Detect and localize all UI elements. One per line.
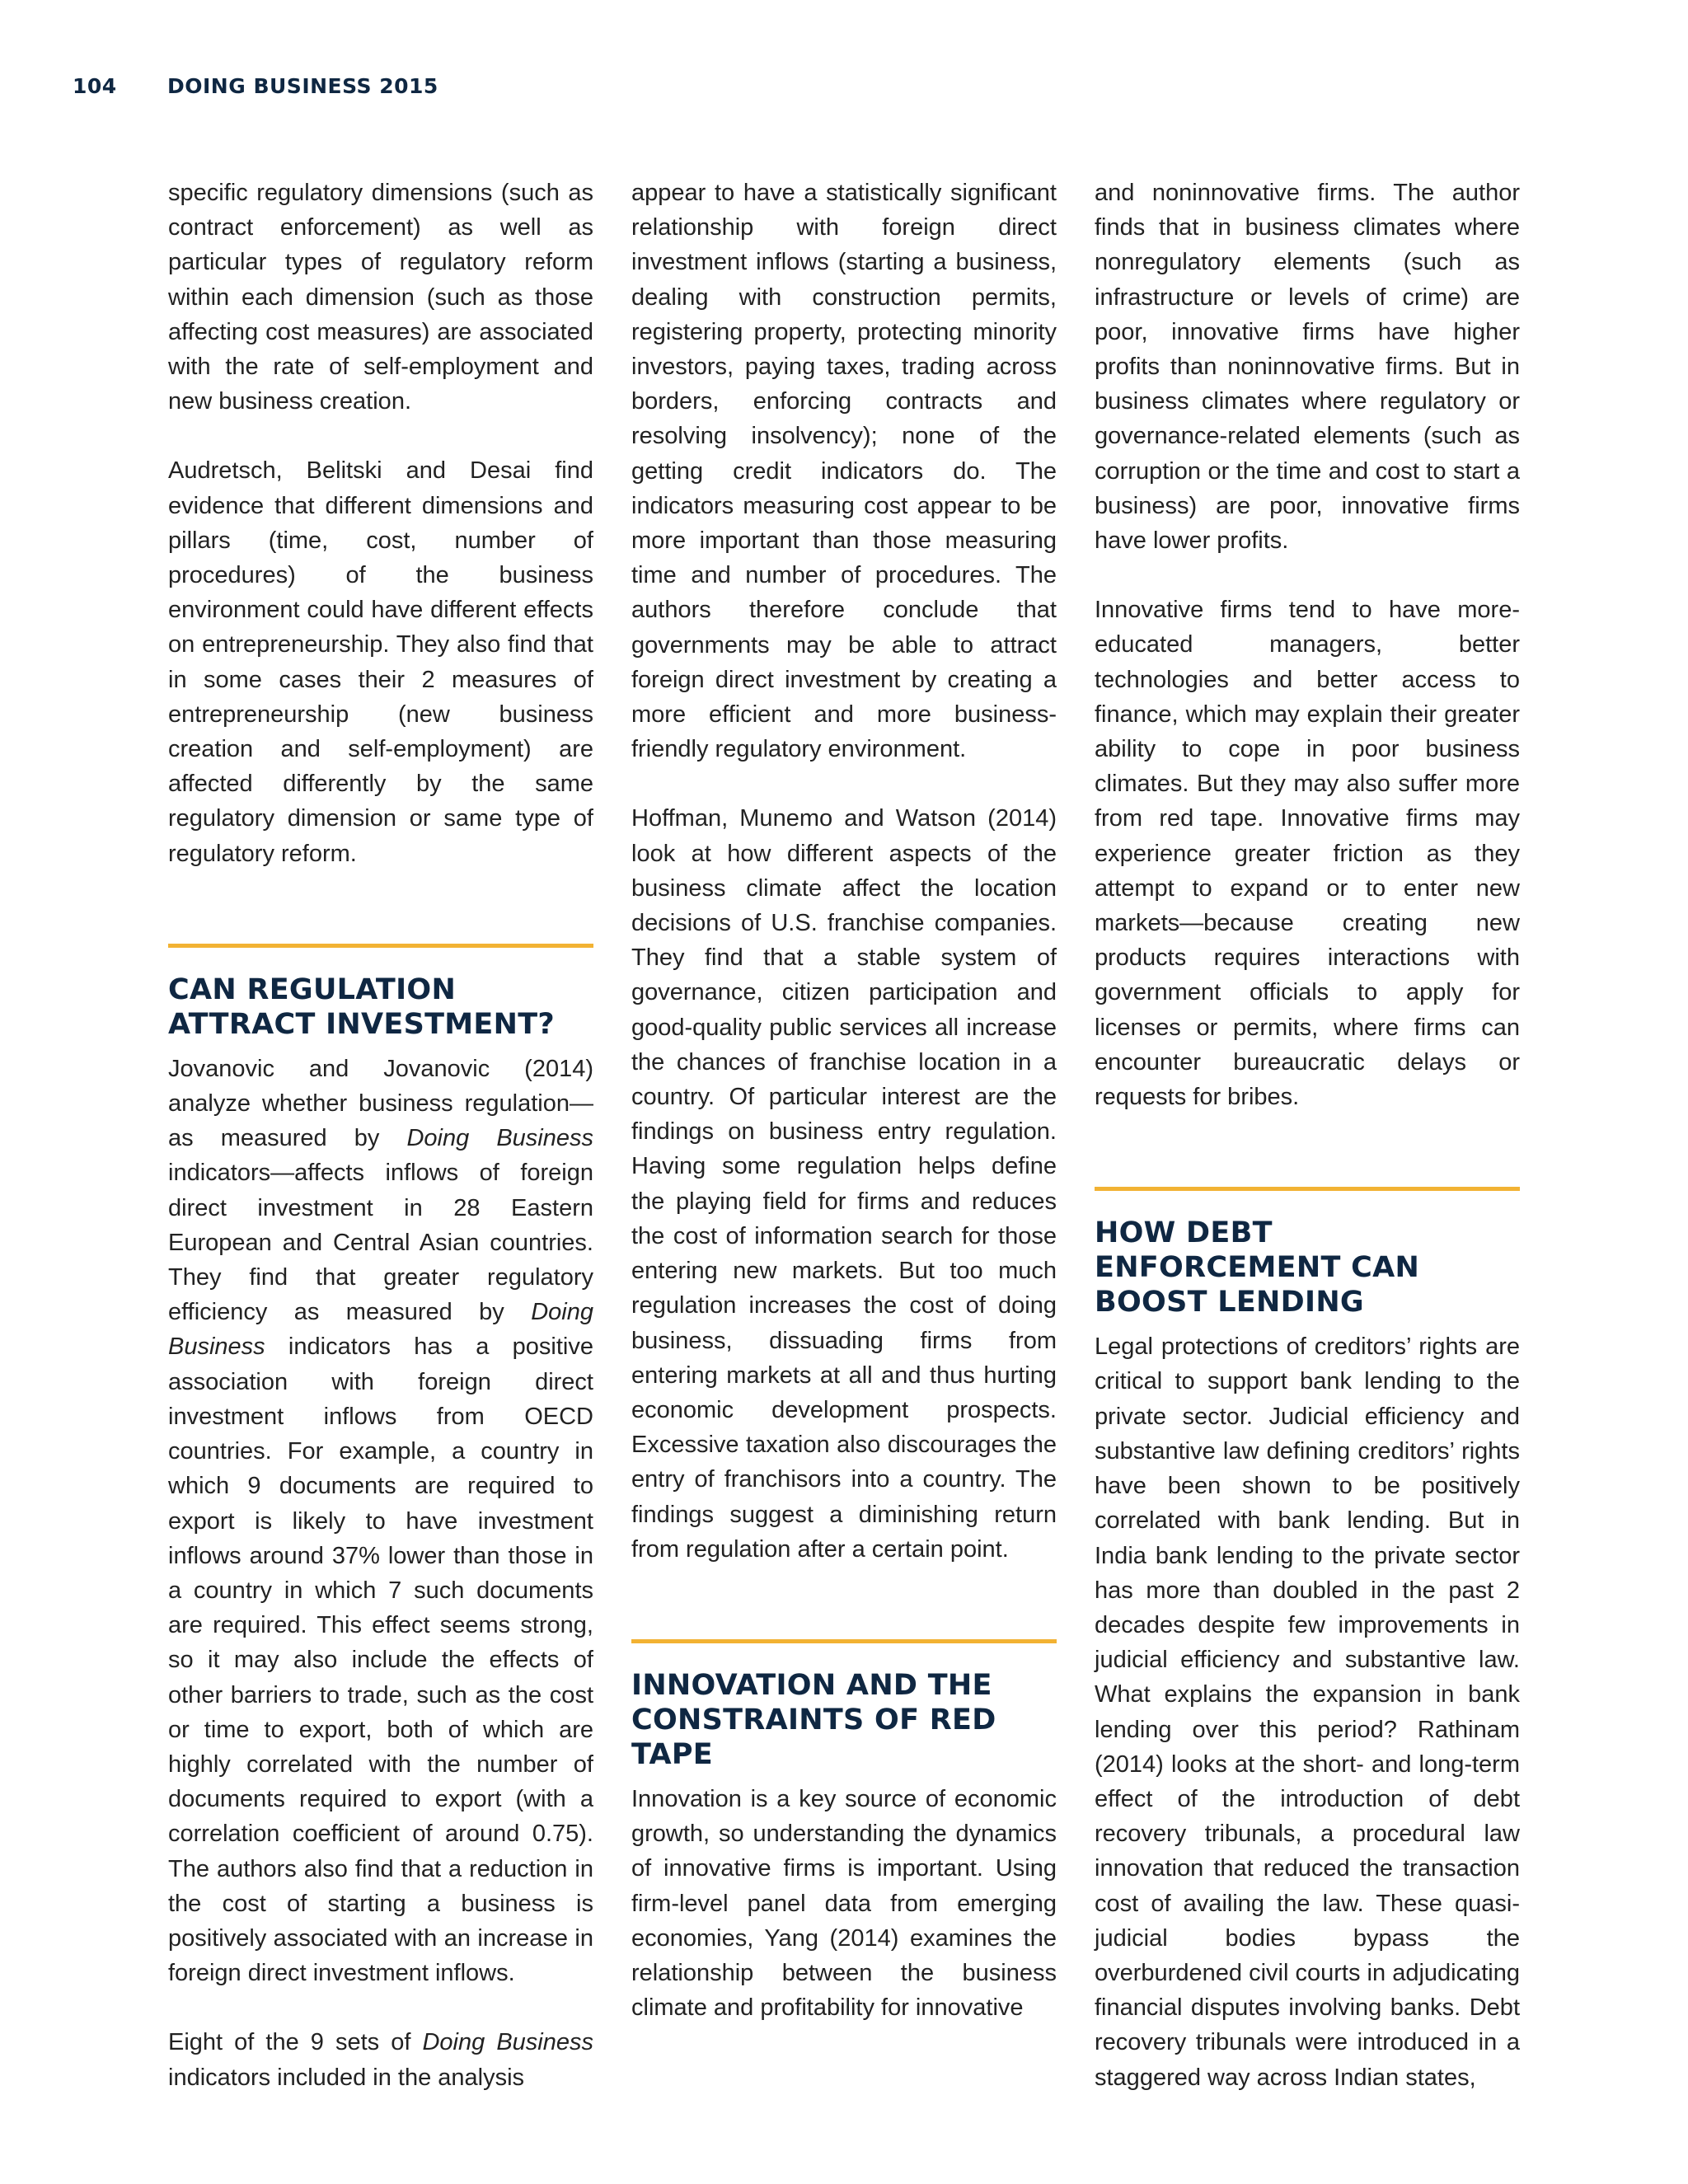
column-1: [168, 176, 593, 2095]
paragraph: Legal protections of creditors’ rights are critical to support bank lending to the private sector. Judicial efficiency and substantive law defining creditors’ rights have been shown to be positively correlated with bank lending. But in India bank lending to the private sector has more than doubled in the past 2 decades despite few improvements in judicial efficiency and substantive law. What explains the expansion in bank lending over this period? Rathinam (2014) looks at the short- and long-term effect of the introduction of debt recovery tribunals, a procedural law innovation that reduced the transaction cost of availing the law. These quasi-judicial bodies bypass the overburdened civil courts in adjudicating financial disputes involving banks. Debt recovery tribunals were introduced in a staggered way across Indian states,: [1095, 1333, 1520, 2091]
section-divider: [1095, 1187, 1520, 1191]
section-divider: [631, 1639, 1057, 1643]
paragraph: Hoffman, Munemo and Watson (2014) look at how different aspects of the business climate affect the location decisions of U.S. franchise companies. They find that a stable system of governance, citizen participation and good-quality public services all increase the chances of franchise location in a country. Of particular interest are the findings on business entry regulation. Having some regulation helps define the playing field for firms and reduces the cost of information search for those entering new markets. But too much regulation increases the cost of doing business, dissuading firms from entering markets at all and thus hurting economic development prospects. Excessive taxation also discourages the entry of franchisors into a country. The findings suggest a diminishing return from regulation after a certain point.: [631, 805, 1057, 1563]
paragraph: Innovation is a key source of economic growth, so understanding the dynamics of innovative firms is important. Using firm-level panel data from emerging economies, Yang (2014) examines the relationship between the business climate and profitability for innovative: [631, 1785, 1057, 2022]
column-2: [631, 176, 1057, 2095]
publication-title: DOING BUSINESS 2015: [167, 74, 438, 98]
paragraph: Eight of the 9 sets of Doing Business indicators included in the analysis: [168, 2029, 593, 2091]
paragraph: Audretsch, Belitski and Desai find evidence that different dimensions and pillars (time, cost, number of procedures) of the business environment could have different effects on entrepreneurship. They also find that in some cases their 2 measures of entrepreneurship (new business creation and self-employment) are affected differently by the same regulatory dimension or same type of regulatory reform.: [168, 457, 593, 867]
section-debt-enforcement: [1095, 1187, 1520, 2094]
section-divider: [168, 944, 593, 948]
paragraph: and noninnovative firms. The author finds that in business climates where nonregulatory elements (such as infrastructure or levels of crime) are poor, innovative firms have higher profits than noninnovative firms. But in business climates where regulatory or governance-related elements (such as corruption or the time and cost to start a business) are poor, innovative firms have lower profits.: [1095, 180, 1520, 555]
paragraph: Innovative firms tend to have more-educated managers, better technologies and better access to finance, which may explain their greater ability to cope in poor business climates. But they may also suffer more from red tape. Innovative firms may experience greater friction as they attempt to expand or to enter new markets—because creating new products requires interactions with government officials to apply for licenses or permits, where firms can encounter bureaucratic delays or requests for bribes.: [1095, 597, 1520, 1111]
italic-title: Doing Business: [422, 2029, 593, 2056]
paragraph: appear to have a statistically significant relationship with foreign direct investment inflows (starting a business, dealing with construction permits, registering property, protecting minority investors, paying taxes, trading across borders, enforcing contracts and resolving insolvency); none of the getting credit indicators do. The indicators measuring cost appear to be more important than those measuring time and number of procedures. The authors therefore conclude that governments may be able to attract foreign direct investment by creating a more efficient and more business-friendly regulatory environment.: [631, 180, 1057, 763]
section-heading: HOW DEBT ENFORCEMENT CAN BOOST LENDING: [1095, 1216, 1420, 1319]
paragraph: specific regulatory dimensions (such as contract enforcement) as well as particular types of regulatory reform within each dimension (such as those affecting cost measures) are associated with the rate of self-employment and new business creation.: [168, 180, 593, 415]
running-head: [73, 74, 438, 98]
italic-title: Doing Business: [406, 1125, 593, 1152]
section-can-regulation-attract-investment: [168, 944, 593, 2095]
section-innovation-and-red-tape: [631, 1639, 1057, 2025]
section-heading: INNOVATION AND THE CONSTRAINTS OF RED TAPE: [631, 1668, 996, 1771]
paragraph: Jovanovic and Jovanovic (2014) analyze whether business regulation—as measured by Doing Business indicators—affects inflows of foreign direct investment in 28 Eastern European and Central Asian countries. They find that greater regulatory efficiency as measured by Doing Business indicators has a positive association with foreign direct investment inflows from OECD countries. For example, a country in which 9 documents are required to export is likely to have investment inflows around 37% lower than those in a country in which 7 such documents are required. This effect seems strong, so it may also include the effects of other barriers to trade, such as the cost or time to export, both of which are highly correlated with the number of documents required to export (with a correlation coefficient of around 0.75). The authors also find that a reduction in the cost of starting a business is positively associated with an increase in foreign direct investment inflows.: [168, 1055, 593, 1987]
page-number: 104: [73, 74, 117, 98]
article-body: [168, 176, 1520, 2095]
italic-title: Doing Business: [168, 1299, 593, 1361]
column-3: [1095, 176, 1520, 2095]
section-heading: CAN REGULATION ATTRACT INVESTMENT?: [168, 972, 556, 1041]
